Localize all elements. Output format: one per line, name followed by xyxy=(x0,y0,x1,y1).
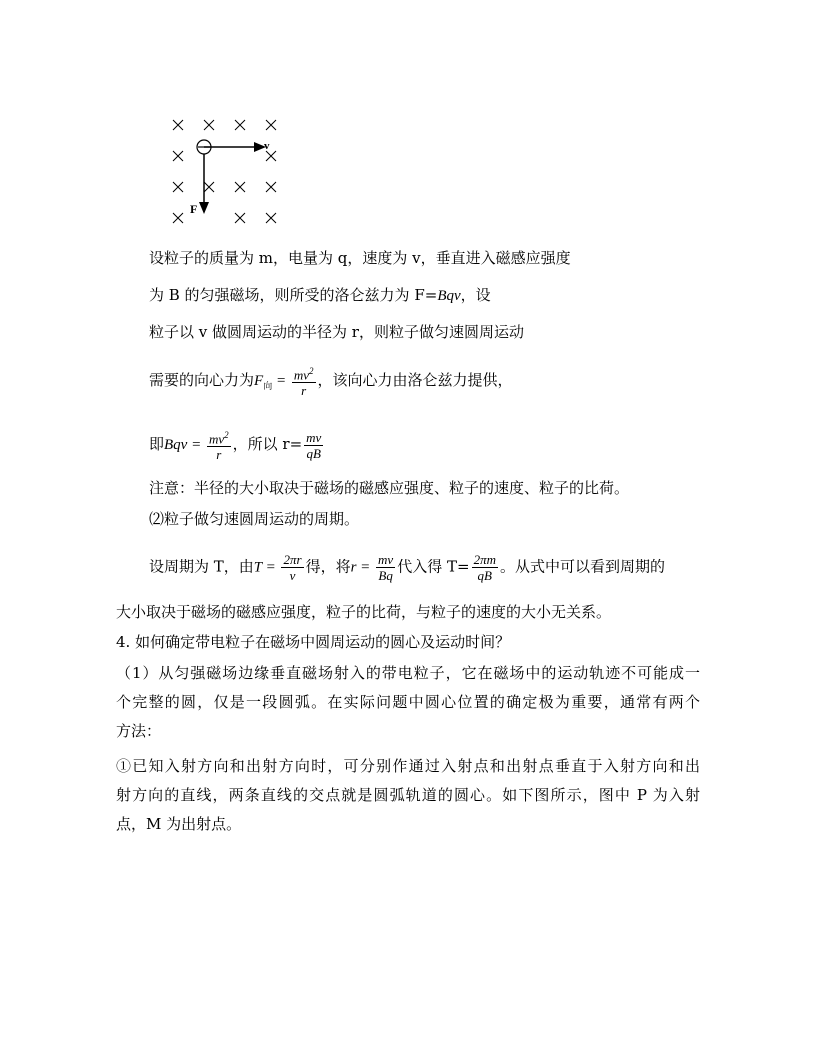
field-cross xyxy=(266,213,276,223)
formula-T: T = xyxy=(253,559,280,576)
force-label: F xyxy=(190,202,198,216)
frac-num: mv xyxy=(306,429,322,445)
text-l7: ⑵粒子做匀速圆周运动的周期。 xyxy=(149,510,360,528)
question-heading-4 xyxy=(116,632,510,652)
magnetic-field-figure xyxy=(164,112,294,230)
frac-den: r xyxy=(301,383,307,399)
formula-F-sub: 向 xyxy=(263,381,273,392)
formula-lorentz-force: Bqv xyxy=(437,288,461,304)
text-l1: 设粒子的质量为 m，电量为 q，速度为 v，垂直进入磁感应强度 xyxy=(149,249,571,267)
field-cross xyxy=(204,120,214,130)
formula-r: r = xyxy=(350,559,375,576)
field-cross xyxy=(266,151,276,161)
text-p4-r3: 点，M 为出射点。 xyxy=(116,815,242,833)
field-cross xyxy=(204,182,214,192)
fraction-mv2-over-r-2 xyxy=(207,428,231,462)
force-arrowhead-icon xyxy=(199,202,209,214)
text-p3-r1: （1）从匀强磁场边缘垂直磁场射入的带电粒子，它在磁场中的运动轨迹不可能成一 xyxy=(116,664,700,682)
text-l6: 注意：半径的大小取决于磁场的磁感应强度、粒子的速度、粒子的比荷。 xyxy=(149,479,630,497)
text-line-9 xyxy=(116,602,611,622)
velocity-label: v xyxy=(264,140,270,152)
text-l4-b: ，该向心力由洛仑兹力提供， xyxy=(317,371,513,390)
frac-den: qB xyxy=(477,568,492,583)
field-cross xyxy=(173,213,183,223)
field-cross xyxy=(235,120,245,130)
frac-sup: 2 xyxy=(224,430,229,440)
text-l5-b: ，所以 r= xyxy=(232,435,303,454)
text-line-3 xyxy=(149,322,524,342)
text-p4-r2: 射方向的直线，两条直线的交点就是圆弧轨道的圆心。如下图所示，图中 P 为入射 xyxy=(116,786,700,804)
frac-den: v xyxy=(289,568,296,583)
text-line-7 xyxy=(149,509,359,529)
fraction-mv-over-Bq xyxy=(376,552,395,583)
frac-den: Bq xyxy=(378,568,393,583)
formula-centripetal-lhs xyxy=(254,373,290,392)
fraction-mv2-over-r xyxy=(292,364,316,398)
frac-num: 2πr xyxy=(283,552,302,567)
formula-eq: = xyxy=(272,373,290,390)
text-l4-a: 需要的向心力为 xyxy=(149,371,255,390)
text-line-1 xyxy=(149,248,571,268)
field-cross xyxy=(266,120,276,130)
text-line-8 xyxy=(149,552,665,583)
fraction-2pim-over-qB xyxy=(472,552,498,583)
text-l8-a: 设周期为 T，由 xyxy=(149,557,254,576)
text-l2-c: ，设 xyxy=(460,286,491,304)
fraction-2pir-over-v xyxy=(281,552,303,583)
formula-bqv: Bqv = xyxy=(164,437,205,454)
frac-num: mv xyxy=(378,552,394,567)
field-cross xyxy=(235,213,245,223)
text-l5-a: 即 xyxy=(149,435,165,454)
field-cross xyxy=(173,120,183,130)
text-line-6 xyxy=(149,478,629,498)
frac-den: qB xyxy=(306,445,321,461)
field-cross xyxy=(266,182,276,192)
field-cross xyxy=(173,182,183,192)
text-p3-r3: 方法： xyxy=(116,722,162,740)
text-l8-b: 得，将 xyxy=(305,557,351,576)
text-l3: 粒子以 v 做圆周运动的半径为 r，则粒子做匀速圆周运动 xyxy=(149,323,524,341)
paragraph-method-1 xyxy=(116,752,700,839)
field-diagram xyxy=(164,112,294,230)
field-cross xyxy=(235,182,245,192)
frac-num: 2πm xyxy=(473,552,496,567)
formula-F: F xyxy=(254,373,264,390)
text-l8-d: 。从式中可以看到周期的 xyxy=(499,557,665,576)
fraction-mv-over-qB xyxy=(304,430,323,461)
frac-den: r xyxy=(216,447,222,463)
field-crosses xyxy=(173,120,276,223)
text-p3-r2: 个完整的圆，仅是一段圆弧。在实际问题中圆心位置的确定极为重要，通常有两个 xyxy=(116,693,700,711)
text-line-4 xyxy=(149,364,513,398)
frac-sup: 2 xyxy=(309,366,314,376)
text-line-2 xyxy=(149,285,491,306)
text-p1: 大小取决于磁场的磁感应强度，粒子的比荷，与粒子的速度的大小无关系。 xyxy=(116,603,612,621)
paragraph-method-intro xyxy=(116,659,700,746)
text-line-5 xyxy=(149,428,325,462)
frac-num: mv xyxy=(208,431,225,447)
text-l8-c: 代入得 T= xyxy=(397,557,470,576)
frac-num: mv xyxy=(293,367,309,383)
text-p2: 4. 如何确定带电粒子在磁场中圆周运动的圆心及运动时间？ xyxy=(116,633,511,651)
text-p4-r1: ①已知入射方向和出射方向时，可分别作通过入射点和出射点垂直于入射方向和出 xyxy=(116,757,700,775)
field-cross xyxy=(173,151,183,161)
text-l2-a: 为 B 的匀强磁场，则所受的洛仑兹力为 F= xyxy=(149,286,438,304)
